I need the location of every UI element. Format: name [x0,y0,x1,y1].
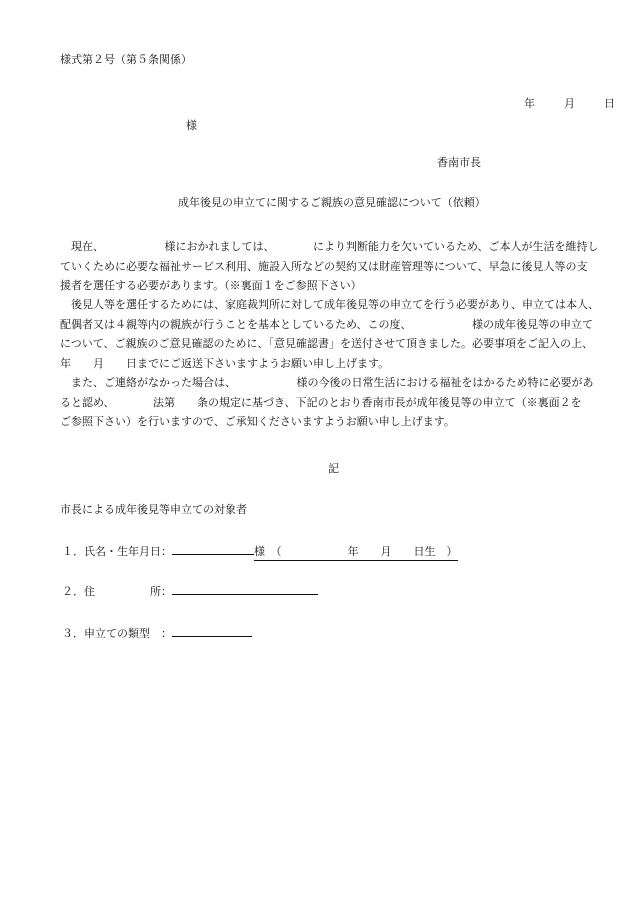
text-line: 年 月 日までにご返送下さいますようお願い申し上げます。 [60,356,390,370]
item-petition-type [62,624,252,642]
date-line [524,96,615,112]
date-month: 月 [564,97,575,110]
date-day: 日 [604,97,615,110]
text-line: 援者を選任する必要があります。（※裏面１をご参照下さい） [60,279,362,292]
document-title: 成年後見の申立てに関するご親族の意見確認について（依頼） [178,196,486,209]
text-line: ていくために必要な福祉サービス利用、施設入所などの契約又は財産管理等について、早急に後見人等の支 [60,259,588,273]
ki-heading: 記 [328,462,339,475]
body-paragraph-1 [60,237,608,296]
form-number: 様式第２号（第５条関係） [60,53,192,66]
text-line: 現在、 様におかれましては、 により判断能力を欠いているため、ご本人が生活を維持し [60,240,599,253]
text-line: また、ご連絡がなかった場合は、 様の今後の日常生活における福祉をはかるため特に必要があ [60,376,594,389]
item-address [62,582,318,600]
date-year: 年 [524,97,535,110]
sender: 香南市長 [437,156,481,169]
name-blank[interactable] [172,542,254,555]
text-line: について、ご親族のご意見確認のために、「意見確認書」を送付させて頂きました。必要事項をご記入の上、 [60,337,594,350]
text-line: 後見人等を選任するためには、家庭裁判所に対して成年後見等の申立てを行う必要があり、申立ては本人、 [60,298,599,311]
text-line: ご参照下さい）を行いますので、ご承知くださいますようお願い申し上げます。 [60,415,455,428]
item-label: ２．住 所： [62,585,172,598]
text-line: 配偶者又は４親等内の親族が行うことを基本としているため、この度、 様の成年後見等の申立て [60,317,594,331]
type-blank[interactable] [172,624,252,637]
body-paragraph-3 [60,373,608,432]
item-label: １．氏名・生年月日： [62,545,172,558]
birthdate-blank[interactable]: 様 （ 年 月 日生 ） [254,544,458,561]
item-name-birthdate [62,542,458,561]
text-line: ると認め、 法第 条の規定に基づき、下記のとおり香南市長が成年後見等の申立て（※裏面２を [60,395,582,409]
addressee-suffix: 様 [186,119,197,132]
target-heading: 市長による成年後見等申立ての対象者 [60,503,247,516]
item-label: ３．申立ての類型 ： [62,627,172,640]
address-blank[interactable] [172,582,318,595]
body-paragraph-2 [60,295,608,373]
